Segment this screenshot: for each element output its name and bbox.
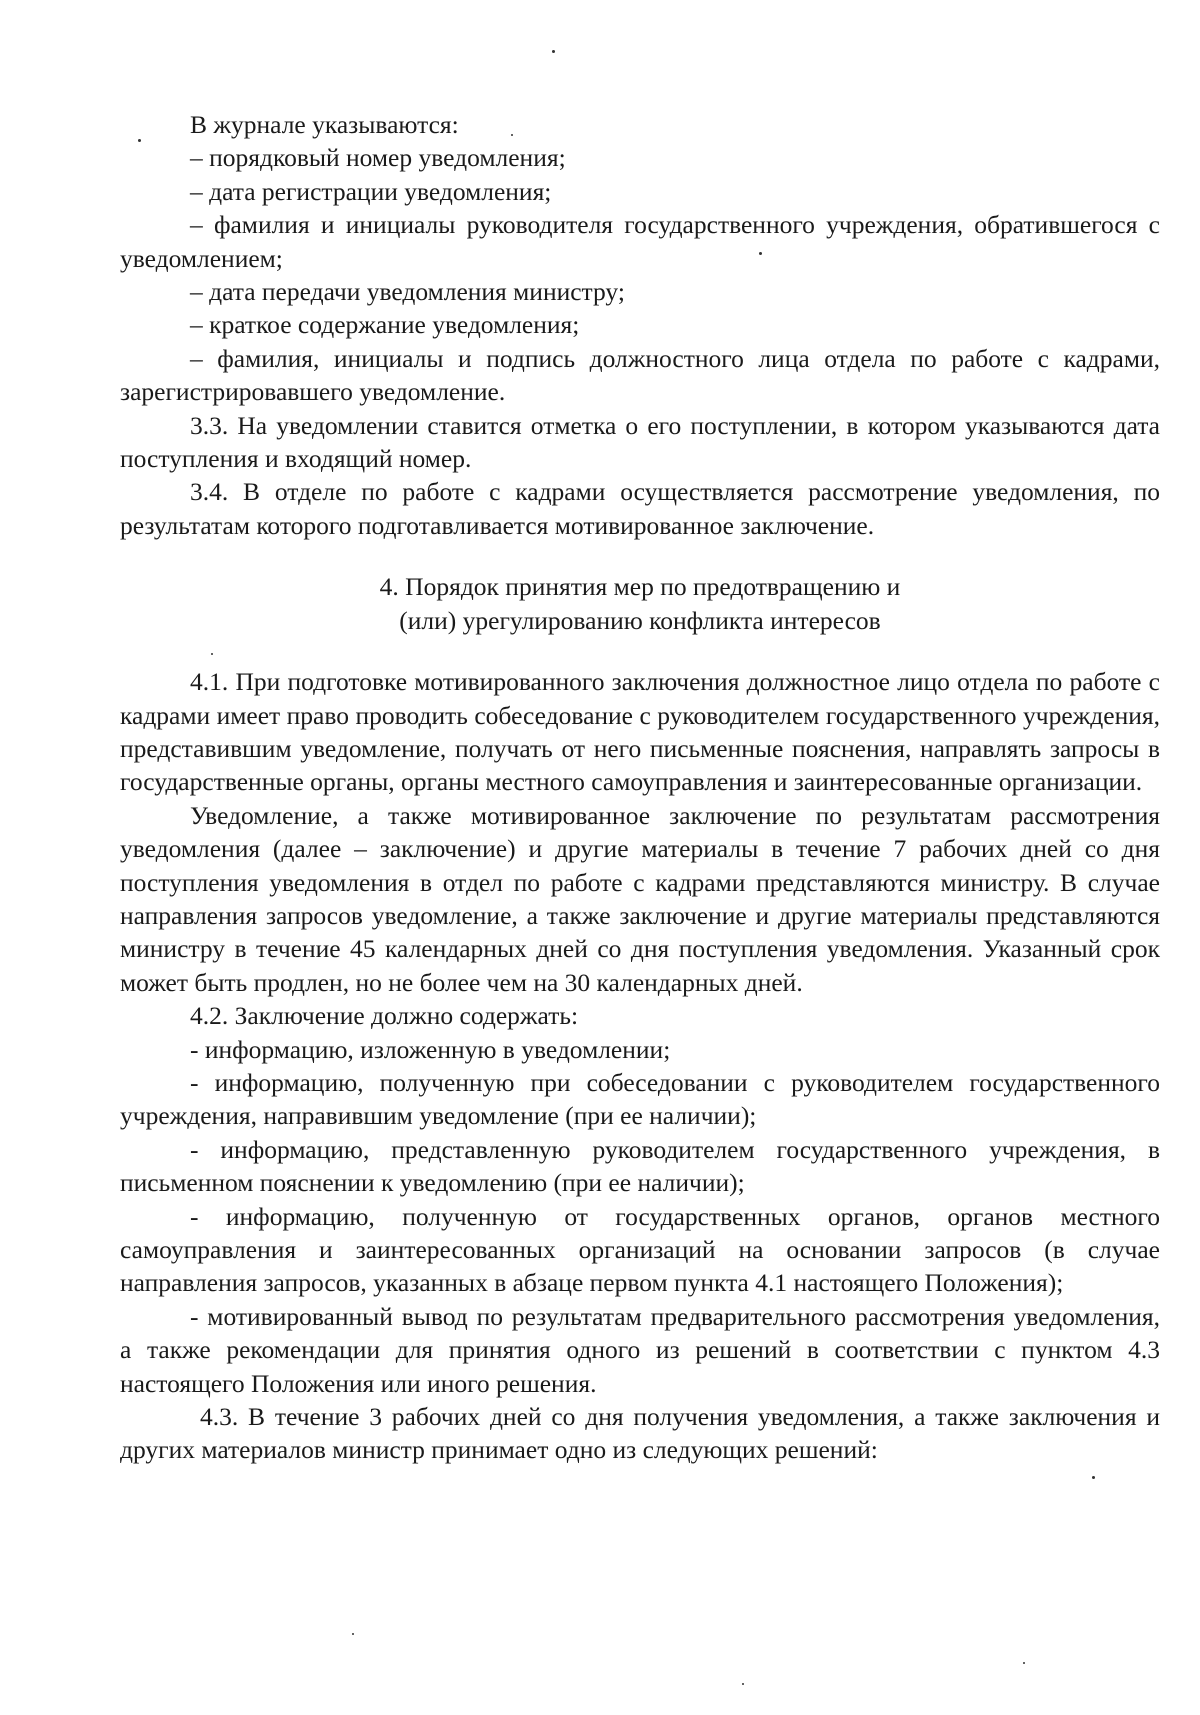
journal-item: – порядковый номер уведомления; xyxy=(190,143,566,173)
paragraph-3-4: 3.4. В отделе по работе с кадрами осуществляется рассмотрение уведомления, по результатам которого подготавливается мотивированное заключение. xyxy=(120,477,1160,540)
paragraph-3-3: 3.3. На уведомлении ставится отметка о его поступлении, в котором указываются дата поступления и входящий номер. xyxy=(120,410,1160,474)
paragraph-4-3: 4.3. В течение 3 рабочих дней со дня получения уведомления, а также заключения и других материалов министр принимает одно из следующих решений: xyxy=(120,1402,1160,1465)
paragraph-4-1: 4.1. При подготовке мотивированного заключения должностное лицо отдела по работе с кадрами имеет право проводить собеседование с руководителем государственного учреждения, представившим уведомление, получать от него письменные пояснения, направлять запросы в государственные органы, органы местного самоуправления и заинтересованные организации. xyxy=(120,667,1160,797)
paragraph-4-2: 4.2. Заключение должно содержать: xyxy=(190,1001,579,1031)
journal-item: – краткое содержание уведомления; xyxy=(190,310,580,340)
scan-speck xyxy=(742,1683,744,1685)
content-item: - информацию, полученную при собеседовании с руководителем государственного учреждения, направившим уведомление (при ее наличии); xyxy=(120,1067,1160,1131)
journal-item: – фамилия, инициалы и подпись должностного лица отдела по работе с кадрами, зарегистрировавшего уведомление. xyxy=(120,343,1160,407)
journal-item: – фамилия и инициалы руководителя государственного учреждения, обратившегося с уведомлением; xyxy=(120,210,1160,273)
content-item: - информацию, представленную руководителем государственного учреждения, в письменном пояснении к уведомлению (при ее наличии); xyxy=(120,1134,1160,1198)
section-4-title-line-2: (или) урегулированию конфликта интересов xyxy=(399,605,881,635)
journal-item: – дата регистрации уведомления; xyxy=(190,176,552,206)
scan-speck xyxy=(352,1633,354,1635)
content-item: - информацию, полученную от государственных органов, органов местного самоуправления и заинтересованных организаций на основании запросов (в случае направления запросов, указанных в абзаце первом пункта 4.1 настоящего Положения); xyxy=(120,1201,1160,1298)
content-item: - мотивированный вывод по результатам предварительного рассмотрения уведомления, а также рекомендации для принятия одного из решений в соответствии с пунктом 4.3 настоящего Положения или иного решения. xyxy=(120,1301,1160,1398)
content-item: - информацию, изложенную в уведомлении; xyxy=(190,1034,671,1064)
document-page xyxy=(120,108,1160,1467)
section-4-title-line-1: 4. Порядок принятия мер по предотвращению и xyxy=(379,572,901,602)
scan-speck xyxy=(1023,1662,1025,1664)
paragraph-4-1-b: Уведомление, а также мотивированное заключение по результатам рассмотрения уведомления (далее – заключение) и другие материалы в течение 7 рабочих дней со дня поступления уведомления в отдел по работе с кадрами представляются министру. В случае направления запросов уведомление, а также заключение и другие материалы представляются министру в течение 45 календарных дней со дня поступления уведомления. Указанный срок может быть продлен, но не более чем на 30 календарных дней. xyxy=(120,800,1160,997)
scan-speck xyxy=(1092,1476,1095,1479)
journal-intro: В журнале указываются: xyxy=(190,110,459,139)
scan-speck xyxy=(552,50,555,53)
journal-item: – дата передачи уведомления министру; xyxy=(190,277,625,307)
